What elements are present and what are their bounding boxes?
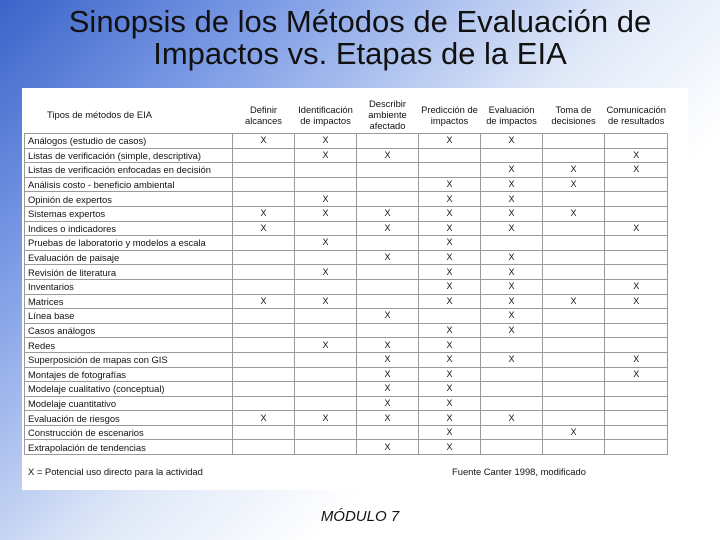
mark-cell: X <box>295 134 357 149</box>
table-row <box>25 309 668 324</box>
mark-cell: X <box>605 352 668 367</box>
mark-cell: X <box>419 338 481 353</box>
table-body <box>25 134 668 455</box>
mark-cell: X <box>357 148 419 163</box>
mark-cell <box>481 236 543 251</box>
mark-cell: X <box>357 382 419 397</box>
mark-cell <box>543 279 605 294</box>
mark-cell: X <box>295 411 357 426</box>
mark-cell: X <box>295 294 357 309</box>
module-label: MÓDULO 7 <box>320 508 400 525</box>
mark-cell: X <box>295 236 357 251</box>
mark-cell <box>233 148 295 163</box>
mark-cell: X <box>357 338 419 353</box>
mark-cell <box>543 134 605 149</box>
table-row <box>25 177 668 192</box>
method-name-cell: Matrices <box>25 294 233 309</box>
mark-cell: X <box>543 163 605 178</box>
table-row <box>25 236 668 251</box>
mark-cell <box>605 177 668 192</box>
mark-cell: X <box>233 294 295 309</box>
column-header: Tipos de métodos de EIA <box>47 109 152 120</box>
mark-cell <box>295 323 357 338</box>
source-note: Fuente Canter 1998, modificado <box>452 466 586 477</box>
mark-cell <box>295 382 357 397</box>
mark-cell <box>543 440 605 455</box>
mark-cell <box>295 163 357 178</box>
mark-cell: X <box>605 163 668 178</box>
mark-cell <box>233 440 295 455</box>
mark-cell <box>295 250 357 265</box>
mark-cell <box>543 382 605 397</box>
mark-cell <box>605 411 668 426</box>
mark-cell <box>481 396 543 411</box>
mark-cell <box>605 265 668 280</box>
mark-cell <box>295 440 357 455</box>
mark-cell <box>233 163 295 178</box>
mark-cell <box>605 236 668 251</box>
mark-cell <box>357 192 419 207</box>
mark-cell <box>543 396 605 411</box>
mark-cell <box>295 396 357 411</box>
mark-cell: X <box>419 134 481 149</box>
method-name-cell: Línea base <box>25 309 233 324</box>
mark-cell: X <box>543 425 605 440</box>
table-row <box>25 148 668 163</box>
table-row <box>25 411 668 426</box>
mark-cell <box>605 309 668 324</box>
method-name-cell: Casos análogos <box>25 323 233 338</box>
mark-cell <box>233 352 295 367</box>
mark-cell <box>543 221 605 236</box>
method-name-cell: Superposición de mapas con GIS <box>25 352 233 367</box>
mark-cell <box>233 236 295 251</box>
mark-cell <box>481 425 543 440</box>
mark-cell <box>605 425 668 440</box>
mark-cell <box>233 338 295 353</box>
method-name-cell: Montajes de fotografías <box>25 367 233 382</box>
mark-cell <box>543 309 605 324</box>
table-row <box>25 425 668 440</box>
mark-cell: X <box>295 192 357 207</box>
title-line-2: Impactos vs. Etapas de la EIA <box>153 36 567 71</box>
table-row <box>25 163 668 178</box>
table-row <box>25 206 668 221</box>
mark-cell <box>543 192 605 207</box>
mark-cell <box>357 134 419 149</box>
mark-cell <box>233 382 295 397</box>
column-header: Evaluación de impactos <box>486 103 537 126</box>
mark-cell <box>605 250 668 265</box>
mark-cell: X <box>419 192 481 207</box>
method-name-cell: Listas de verificación (simple, descriptiva) <box>25 148 233 163</box>
mark-cell: X <box>419 294 481 309</box>
matrix-sheet <box>22 88 688 490</box>
method-name-cell: Sistemas expertos <box>25 206 233 221</box>
column-header: Toma de decisiones <box>551 103 596 126</box>
mark-cell: X <box>357 221 419 236</box>
mark-cell: X <box>357 440 419 455</box>
mark-cell: X <box>419 367 481 382</box>
mark-cell: X <box>419 265 481 280</box>
mark-cell <box>605 382 668 397</box>
mark-cell <box>357 163 419 178</box>
table-row <box>25 396 668 411</box>
mark-cell <box>605 206 668 221</box>
mark-cell: X <box>419 382 481 397</box>
mark-cell: X <box>233 221 295 236</box>
mark-cell: X <box>419 411 481 426</box>
mark-cell <box>357 425 419 440</box>
table-row <box>25 338 668 353</box>
mark-cell: X <box>295 338 357 353</box>
mark-cell: X <box>419 279 481 294</box>
mark-cell <box>295 279 357 294</box>
mark-cell: X <box>233 411 295 426</box>
method-name-cell: Análogos (estudio de casos) <box>25 134 233 149</box>
method-name-cell: Modelaje cualitativo (conceptual) <box>25 382 233 397</box>
method-name-cell: Inventarios <box>25 279 233 294</box>
mark-cell <box>605 396 668 411</box>
mark-cell <box>357 294 419 309</box>
mark-cell: X <box>481 411 543 426</box>
mark-cell <box>233 279 295 294</box>
mark-cell: X <box>233 206 295 221</box>
mark-cell <box>481 440 543 455</box>
table-row <box>25 323 668 338</box>
method-name-cell: Evaluación de riesgos <box>25 411 233 426</box>
mark-cell <box>295 221 357 236</box>
mark-cell: X <box>481 323 543 338</box>
mark-cell: X <box>481 221 543 236</box>
mark-cell: X <box>481 309 543 324</box>
table-row <box>25 221 668 236</box>
mark-cell: X <box>481 265 543 280</box>
mark-cell <box>233 192 295 207</box>
mark-cell <box>357 265 419 280</box>
mark-cell <box>233 265 295 280</box>
mark-cell: X <box>357 250 419 265</box>
mark-cell <box>481 338 543 353</box>
mark-cell <box>233 367 295 382</box>
mark-cell <box>543 338 605 353</box>
mark-cell: X <box>357 396 419 411</box>
mark-cell <box>295 177 357 192</box>
mark-cell <box>295 309 357 324</box>
mark-cell <box>295 425 357 440</box>
mark-cell <box>605 440 668 455</box>
mark-cell: X <box>419 250 481 265</box>
mark-cell: X <box>357 367 419 382</box>
mark-cell <box>543 265 605 280</box>
method-name-cell: Extrapolación de tendencias <box>25 440 233 455</box>
table-row <box>25 294 668 309</box>
slide-title <box>0 6 720 70</box>
mark-cell <box>543 148 605 163</box>
mark-cell: X <box>481 294 543 309</box>
table-row <box>25 134 668 149</box>
table-row <box>25 352 668 367</box>
mark-cell <box>543 323 605 338</box>
mark-cell: X <box>605 367 668 382</box>
mark-cell: X <box>419 425 481 440</box>
mark-cell <box>543 367 605 382</box>
mark-cell: X <box>543 177 605 192</box>
mark-cell <box>543 250 605 265</box>
mark-cell: X <box>357 352 419 367</box>
mark-cell <box>233 396 295 411</box>
mark-cell <box>605 134 668 149</box>
method-name-cell: Listas de verificación enfocadas en decisión <box>25 163 233 178</box>
mark-cell <box>543 352 605 367</box>
mark-cell <box>605 338 668 353</box>
mark-cell <box>233 309 295 324</box>
column-header: Describir ambiente afectado <box>368 98 407 131</box>
methods-stages-table <box>24 96 668 455</box>
column-header: Predicción de impactos <box>421 103 478 126</box>
mark-cell <box>233 177 295 192</box>
mark-cell <box>295 367 357 382</box>
mark-cell <box>419 148 481 163</box>
mark-cell <box>295 352 357 367</box>
mark-cell: X <box>357 411 419 426</box>
mark-cell: X <box>481 352 543 367</box>
method-name-cell: Indices o indicadores <box>25 221 233 236</box>
table-header-row <box>25 96 668 134</box>
column-header: Identificación de impactos <box>298 103 353 126</box>
mark-cell <box>233 323 295 338</box>
table-row <box>25 367 668 382</box>
mark-cell: X <box>543 294 605 309</box>
method-name-cell: Análisis costo - beneficio ambiental <box>25 177 233 192</box>
title-line-1: Sinopsis de los Métodos de Evaluación de <box>68 4 652 39</box>
mark-cell <box>481 367 543 382</box>
mark-cell: X <box>605 148 668 163</box>
mark-cell: X <box>233 134 295 149</box>
mark-cell: X <box>481 192 543 207</box>
mark-cell: X <box>419 221 481 236</box>
mark-cell: X <box>419 206 481 221</box>
table-row <box>25 382 668 397</box>
mark-cell: X <box>357 206 419 221</box>
mark-cell: X <box>481 206 543 221</box>
mark-cell <box>357 279 419 294</box>
mark-cell <box>605 192 668 207</box>
footnote: X = Potencial uso directo para la actividad <box>28 466 203 477</box>
method-name-cell: Modelaje cuantitativo <box>25 396 233 411</box>
mark-cell <box>357 236 419 251</box>
mark-cell: X <box>481 250 543 265</box>
mark-cell <box>419 163 481 178</box>
mark-cell <box>481 148 543 163</box>
mark-cell: X <box>419 396 481 411</box>
mark-cell: X <box>481 177 543 192</box>
method-name-cell: Redes <box>25 338 233 353</box>
method-name-cell: Evaluación de paisaje <box>25 250 233 265</box>
table-row <box>25 440 668 455</box>
mark-cell: X <box>543 206 605 221</box>
mark-cell <box>543 411 605 426</box>
method-name-cell: Opinión de expertos <box>25 192 233 207</box>
mark-cell: X <box>295 265 357 280</box>
table-row <box>25 265 668 280</box>
mark-cell: X <box>419 323 481 338</box>
table-row <box>25 192 668 207</box>
mark-cell <box>419 309 481 324</box>
table-row <box>25 250 668 265</box>
mark-cell <box>605 323 668 338</box>
mark-cell: X <box>357 309 419 324</box>
method-name-cell: Pruebas de laboratorio y modelos a escala <box>25 236 233 251</box>
mark-cell: X <box>481 279 543 294</box>
mark-cell: X <box>295 206 357 221</box>
mark-cell: X <box>605 279 668 294</box>
mark-cell: X <box>419 177 481 192</box>
mark-cell <box>543 236 605 251</box>
mark-cell <box>233 425 295 440</box>
column-header: Comunicación de resultados <box>606 103 666 126</box>
mark-cell: X <box>481 134 543 149</box>
mark-cell: X <box>295 148 357 163</box>
mark-cell: X <box>419 352 481 367</box>
mark-cell <box>233 250 295 265</box>
mark-cell: X <box>419 236 481 251</box>
mark-cell: X <box>605 294 668 309</box>
column-header: Definir alcances <box>244 103 282 126</box>
table-row <box>25 279 668 294</box>
mark-cell: X <box>419 440 481 455</box>
mark-cell <box>481 382 543 397</box>
method-name-cell: Revisión de literatura <box>25 265 233 280</box>
mark-cell: X <box>481 163 543 178</box>
method-name-cell: Construcción de escenarios <box>25 425 233 440</box>
mark-cell <box>357 323 419 338</box>
mark-cell <box>357 177 419 192</box>
mark-cell: X <box>605 221 668 236</box>
